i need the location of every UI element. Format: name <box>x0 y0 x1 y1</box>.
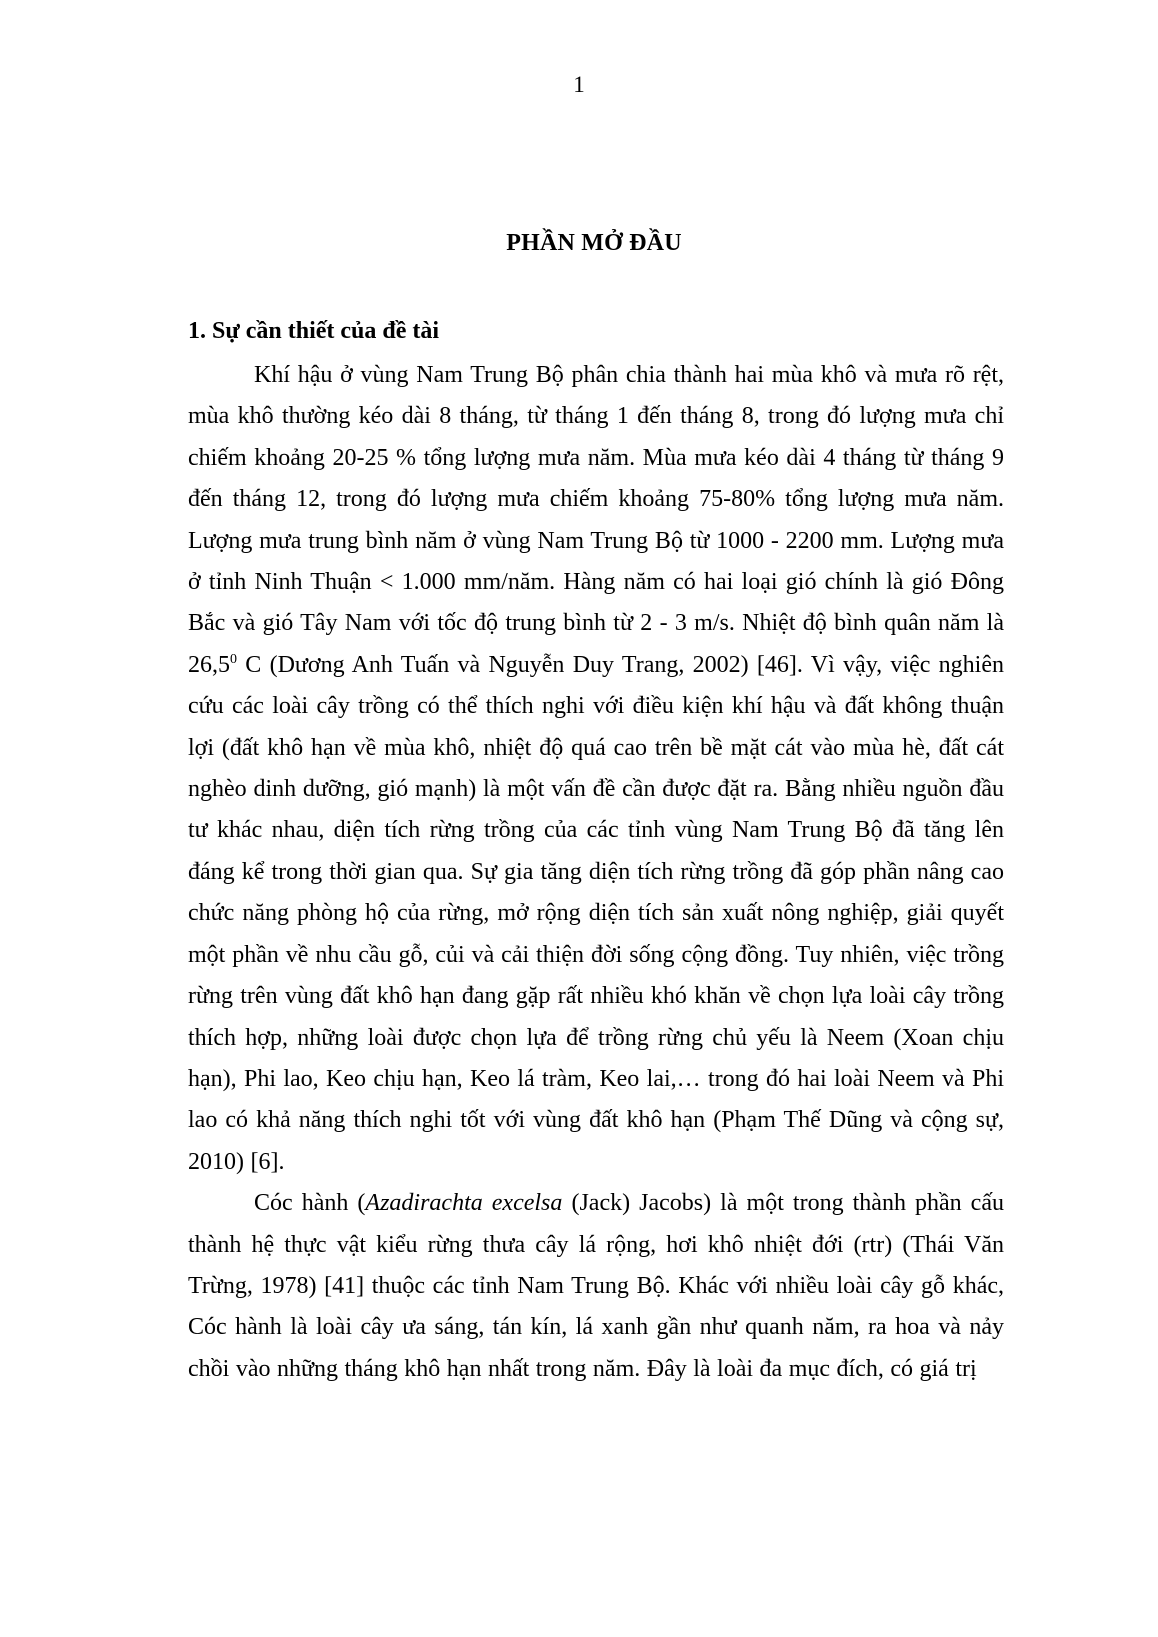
degree-superscript: 0 <box>230 651 237 667</box>
chapter-title: PHẦN MỞ ĐẦU <box>506 230 682 256</box>
paragraph-climate-text-end: C (Dương Anh Tuấn và Nguyễn Duy Trang, 2002) [46]. Vì vậy, việc nghiên cứu các loài cây trồng có thể thích nghi với điều kiện khí hậu và đất không thuận lợi (đất khô hạn về mùa khô, nhiệt độ quá cao trên bề mặt cát vào mùa hè, đất cát nghèo dinh dưỡng, gió mạnh) là một vấn đề cần được đặt ra. Bằng nhiều nguồn đầu tư khác nhau, diện tích rừng trồng của các tỉnh vùng Nam Trung Bộ đã tăng lên đáng kể trong thời gian qua. Sự gia tăng diện tích rừng trồng đã góp phần nâng cao chức năng phòng hộ của rừng, mở rộng diện tích sản xuất nông nghiệp, giải quyết một phần về nhu cầu gỗ, củi và cải thiện đời sống cộng đồng. Tuy nhiên, việc trồng rừng trên vùng đất khô hạn đang gặp rất nhiều khó khăn về chọn lựa loài cây trồng thích hợp, những loài được chọn lựa để trồng rừng chủ yếu là Neem (Xoan chịu hạn), Phi lao, Keo chịu hạn, Keo lá tràm, Keo lai,… trong đó hai loài Neem và Phi lao có khả năng thích nghi tốt với vùng đất khô hạn (Phạm Thế Dũng và cộng sự, 2010) [6]. <box>188 651 1004 1175</box>
paragraph-climate-text-start: Khí hậu ở vùng Nam Trung Bộ phân chia thành hai mùa khô và mưa rõ rệt, mùa khô thường kéo dài 8 tháng, từ tháng 1 đến tháng 8, trong đó lượng mưa chỉ chiếm khoảng 20-25 % tổng lượng mưa năm. Mùa mưa kéo dài 4 tháng từ tháng 9 đến tháng 12, trong đó lượng mưa chiếm khoảng 75-80% tổng lượng mưa năm. Lượng mưa trung bình năm ở vùng Nam Trung Bộ từ 1000 - 2200 mm. Lượng mưa ở tỉnh Ninh Thuận < 1.000 mm/năm. Hàng năm có hai loại gió chính là gió Đông Bắc và gió Tây Nam với tốc độ trung bình từ 2 - 3 m/s. Nhiệt độ bình quân năm là 26,5 <box>188 362 1004 678</box>
paragraph-coc-hanh <box>188 1183 1004 1390</box>
page-number: 1 <box>573 72 585 97</box>
body-text <box>188 355 1004 1390</box>
paragraph-coc-hanh-text-end: (Jack) Jacobs) là một trong thành phần cấu thành hệ thực vật kiểu rừng thưa cây lá rộng, hơi khô nhiệt đới (rtr) (Thái Văn Trừng, 1978) [41] thuộc các tỉnh Nam Trung Bộ. Khác với nhiều loài cây gỗ khác, Cóc hành là loài cây ưa sáng, tán kín, lá xanh gần như quanh năm, ra hoa và nảy chồi vào những tháng khô hạn nhất trong năm. Đây là loài đa mục đích, có giá trị <box>188 1190 1004 1382</box>
scientific-name: Azadirachta excelsa <box>365 1190 563 1217</box>
paragraph-coc-hanh-text-start: Cóc hành ( <box>254 1190 366 1217</box>
paragraph-climate <box>188 355 1004 1183</box>
section-heading: 1. Sự cần thiết của đề tài <box>188 318 440 344</box>
